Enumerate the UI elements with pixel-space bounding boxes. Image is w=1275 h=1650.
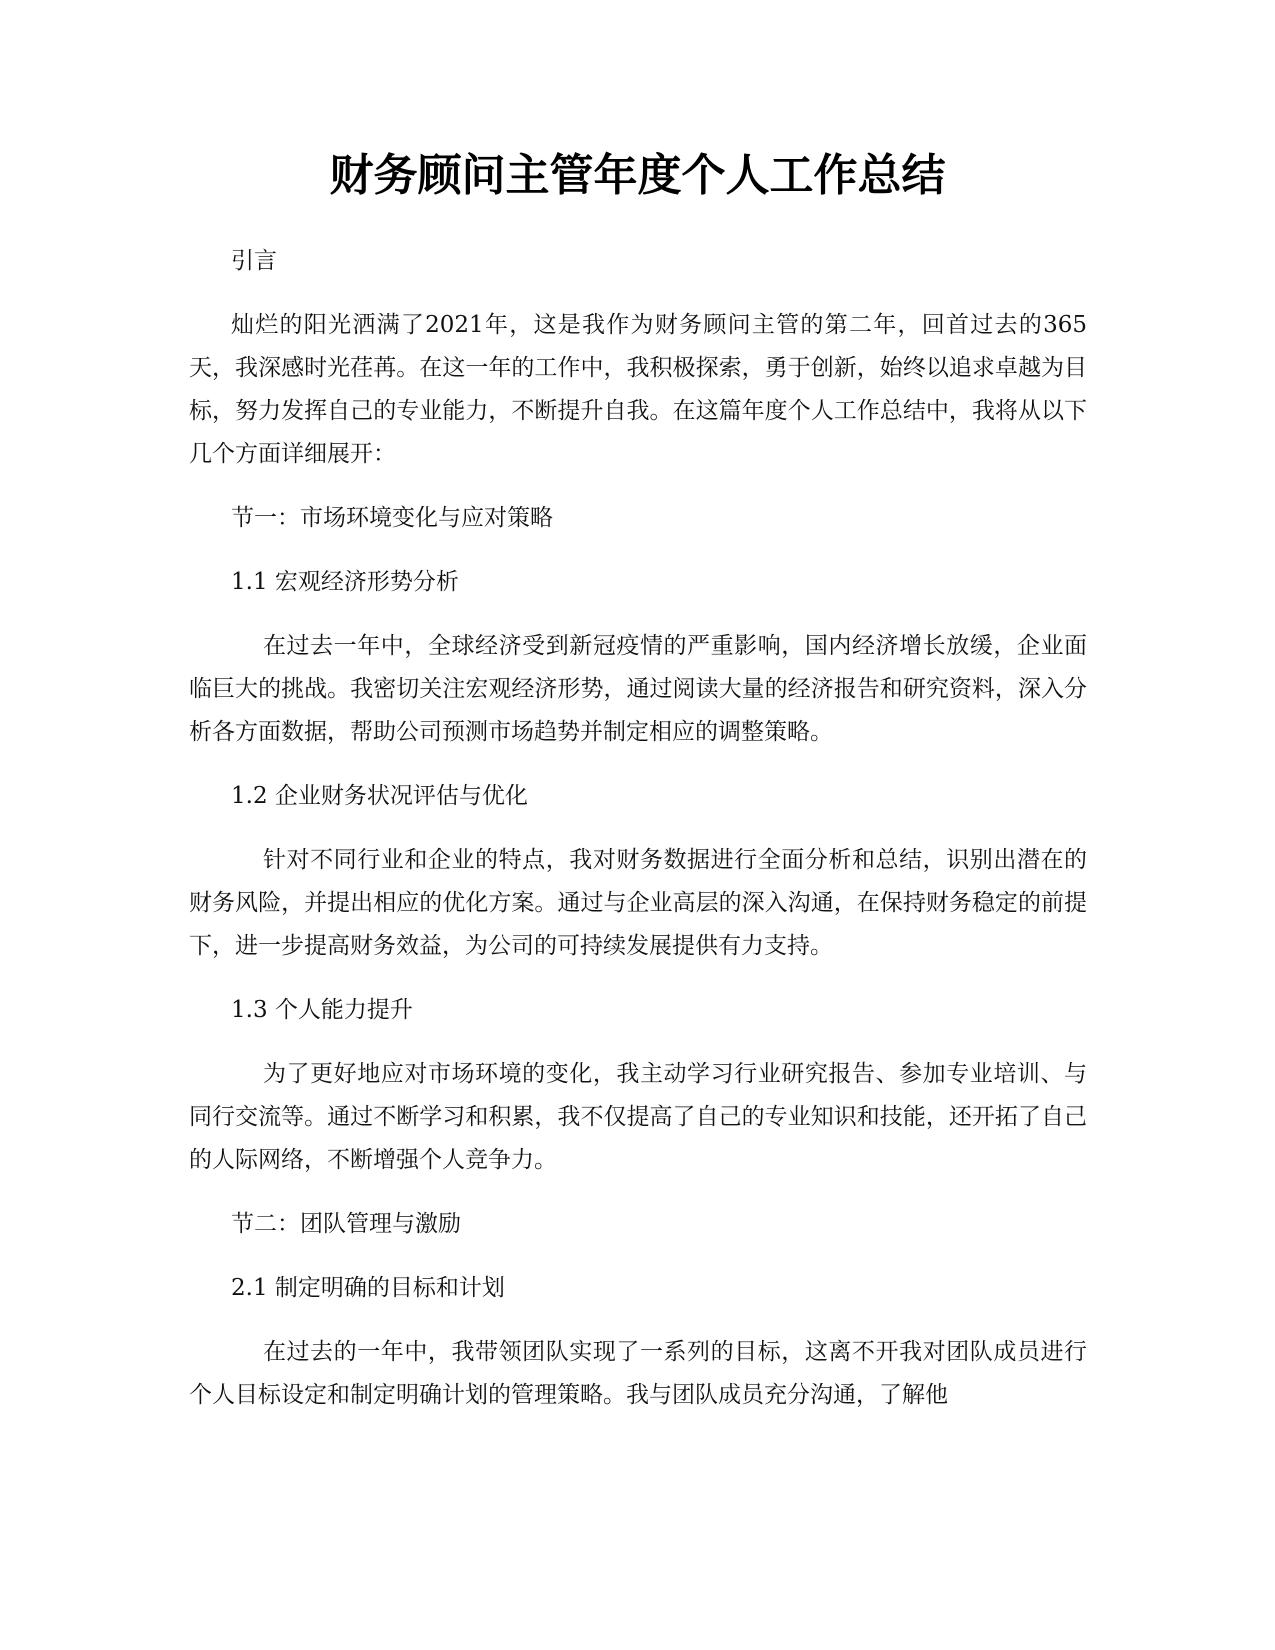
section-heading-2: 节二：团队管理与激励 bbox=[231, 1211, 461, 1237]
document-body bbox=[189, 240, 1087, 1438]
subsection-heading-2-1: 2.1 制定明确的目标和计划 bbox=[231, 1275, 505, 1301]
section-heading-1: 节一：市场环境变化与应对策略 bbox=[231, 505, 553, 531]
paragraph-intro: 灿烂的阳光洒满了2021年，这是我作为财务顾问主管的第二年，回首过去的365天，我深感时光荏苒。在这一年的工作中，我积极探索，勇于创新，始终以追求卓越为目标，努力发挥自己的专业能力，不断提升自我。在这篇年度个人工作总结中，我将从以下几个方面详细展开： bbox=[189, 312, 1087, 467]
paragraph-1-3: 为了更好地应对市场环境的变化，我主动学习行业研究报告、参加专业培训、与同行交流等。通过不断学习和积累，我不仅提高了自己的专业知识和技能，还开拓了自己的人际网络，不断增强个人竞争力。 bbox=[189, 1061, 1087, 1173]
subsection-heading-1-2: 1.2 企业财务状况评估与优化 bbox=[231, 783, 528, 809]
paragraph-2-1: 在过去的一年中，我带领团队实现了一系列的目标，这离不开我对团队成员进行个人目标设定和制定明确计划的管理策略。我与团队成员充分沟通，了解他 bbox=[189, 1339, 1087, 1408]
subsection-heading-1-3: 1.3 个人能力提升 bbox=[231, 997, 413, 1023]
document-title: 财务顾问主管年度个人工作总结 bbox=[329, 150, 946, 201]
section-heading-intro: 引言 bbox=[231, 248, 277, 274]
paragraph-1-1: 在过去一年中，全球经济受到新冠疫情的严重影响，国内经济增长放缓，企业面临巨大的挑战。我密切关注宏观经济形势，通过阅读大量的经济报告和研究资料，深入分析各方面数据，帮助公司预测市场趋势并制定相应的调整策略。 bbox=[189, 633, 1087, 745]
subsection-heading-1-1: 1.1 宏观经济形势分析 bbox=[231, 569, 459, 595]
paragraph-1-2: 针对不同行业和企业的特点，我对财务数据进行全面分析和总结，识别出潜在的财务风险，并提出相应的优化方案。通过与企业高层的深入沟通，在保持财务稳定的前提下，进一步提高财务效益，为公司的可持续发展提供有力支持。 bbox=[189, 847, 1087, 959]
